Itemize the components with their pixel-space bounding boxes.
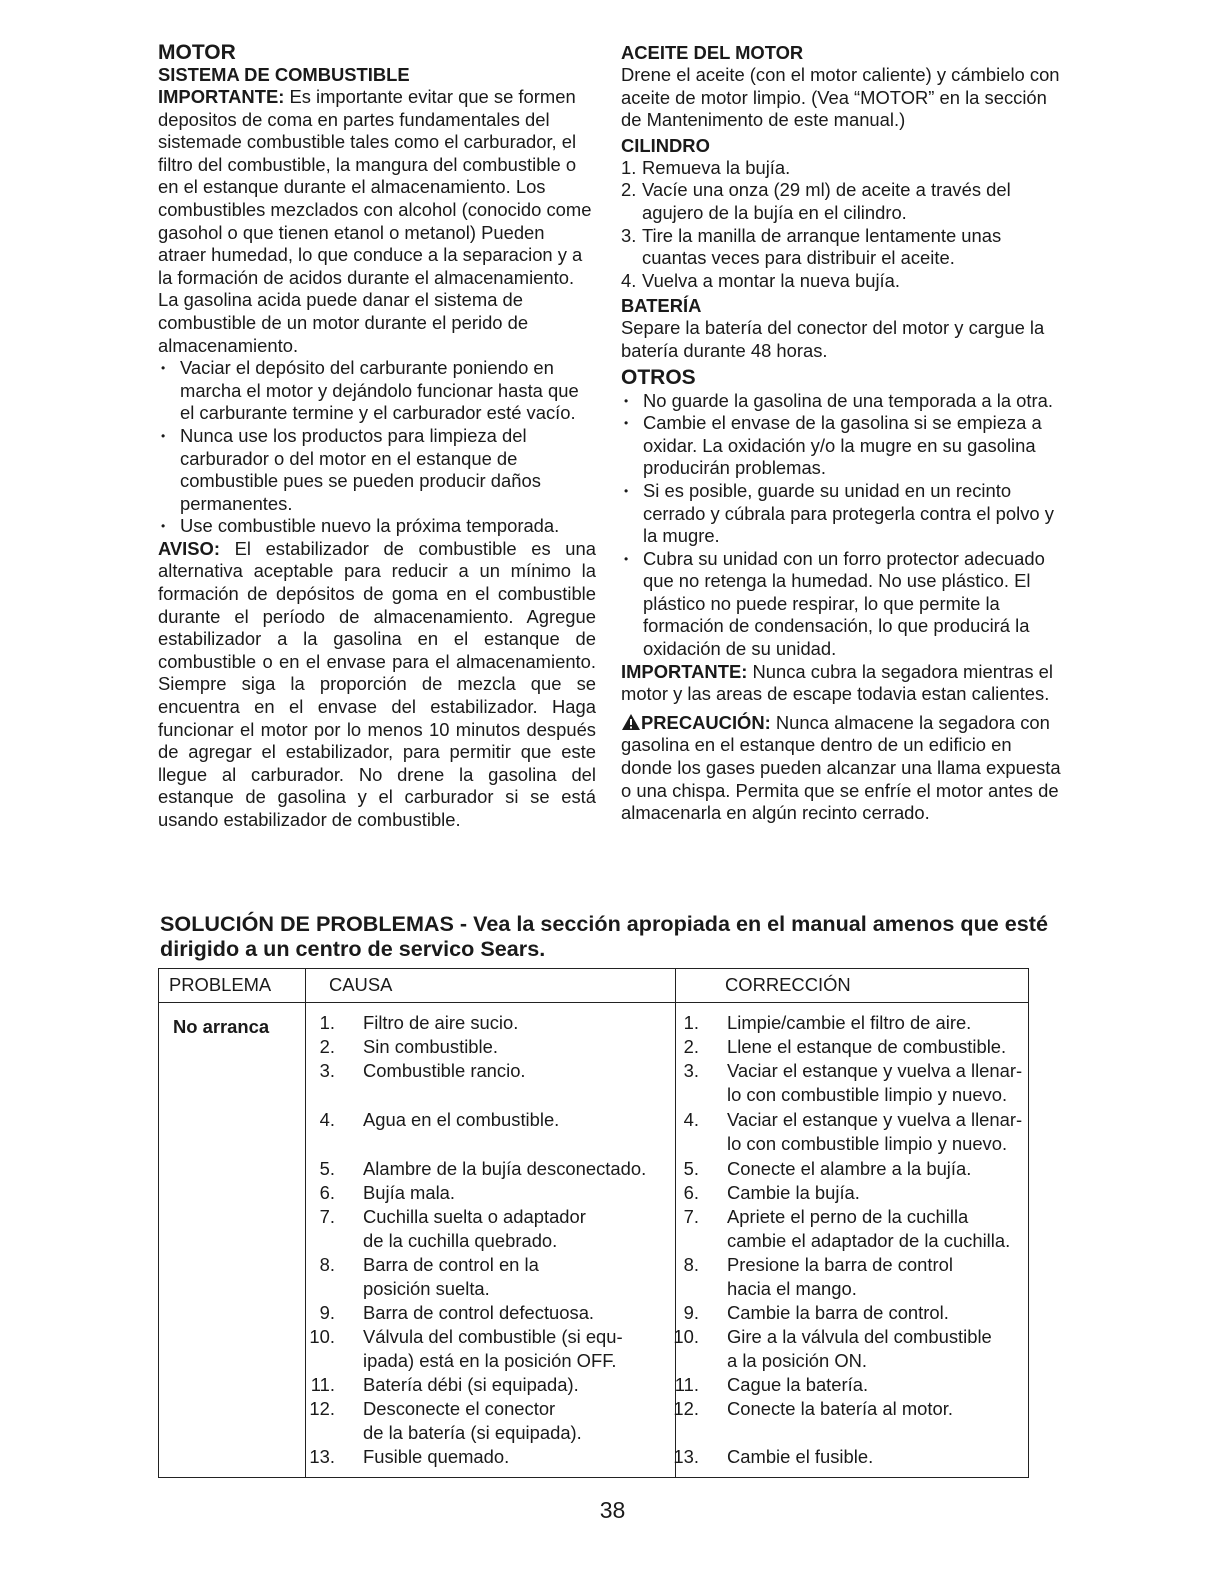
- correction-number: 11.: [674, 1374, 699, 1395]
- correction-number: 4.: [683, 1109, 699, 1130]
- fuel-important-paragraph: [158, 86, 596, 357]
- caution-label: PRECAUCIÓN:: [641, 711, 771, 733]
- others-heading: OTROS: [621, 365, 696, 389]
- list-item: • No guarde la gasolina de una temporada a la otra.: [621, 390, 1061, 413]
- correction-text: Vaciar el estanque y vuelva a llenar- lo con combustible limpio y nuevo.: [727, 1060, 1023, 1105]
- list-item: • Vaciar el depósito del carburante poniendo en marcha el motor y dejándolo funcionar hasta que el carburante termine y el carburador esté vacío.: [158, 357, 596, 425]
- page-number: 38: [599, 1497, 626, 1523]
- others-bullet-list: [621, 390, 1061, 661]
- cause-number: 3.: [319, 1060, 335, 1081]
- warning-triangle-icon: [621, 713, 641, 731]
- correction-number: 9.: [683, 1302, 699, 1323]
- list-item: [621, 157, 1061, 180]
- battery-text: Separe la batería del conector del motor y cargue la batería durante 48 horas.: [621, 317, 1045, 361]
- list-item: • Nunca use los productos para limpieza del carburador o del motor en el estanque de combustible pues se pueden producir daños permanentes.: [158, 425, 596, 515]
- caution-paragraph: [621, 712, 1061, 825]
- cause-text: Combustible rancio.: [363, 1060, 526, 1081]
- cause-text: Barra de control en la posición suelta.: [363, 1254, 539, 1299]
- correction-number: 3.: [683, 1060, 699, 1081]
- caution-text: Nunca almacene la segadora con gasolina en el estanque dentro de un edificio en donde los gases pueden alcanzar una llama expuesta o una chispa. Permita que se enfríe el motor antes de almacenarla en algún recinto cerrado.: [621, 711, 1061, 824]
- cause-text: Válvula del combustible (si equ- ipada) está en la posición OFF.: [363, 1326, 623, 1371]
- cause-number: 13.: [309, 1446, 335, 1467]
- important-label: IMPORTANTE:: [158, 86, 285, 107]
- cause-number: 5.: [319, 1158, 335, 1179]
- cylinder-heading: CILINDRO: [621, 134, 710, 156]
- list-item: • Use combustible nuevo la próxima temporada.: [158, 515, 596, 538]
- fuel-bullet-list: [158, 357, 596, 538]
- correction-number: 5.: [683, 1158, 699, 1179]
- cause-number: 6.: [319, 1182, 335, 1203]
- correction-text: Conecte el alambre a la bujía.: [727, 1158, 972, 1179]
- aviso-text: El estabilizador de combustible es una alternativa aceptable para reducir a un mínimo la formación de depósitos de goma en el combustible durante el período de almacenamiento. Agregue estabilizador a la gasolina en el estanque de combustible o en el envase para el almacenamiento. Siempre siga la proporción de mezcla que se encuentra en el envase del estabilizador. Haga funcionar el motor por lo menos 10 minutos después de agregar el estabilizador, para permitir que este llegue al carburador. No drene la gasolina del estanque de gasolina y el carburador si se está usando estabilizador de combustible.: [158, 537, 596, 830]
- cause-text: Fusible quemado.: [363, 1446, 510, 1467]
- step-text: Tire la manilla de arranque lentamente unas cuantas veces para distribuir el aceite.: [642, 224, 1002, 269]
- cause-text: Agua en el combustible.: [363, 1109, 560, 1130]
- cause-number: 7.: [319, 1206, 335, 1227]
- list-item: [621, 179, 1061, 224]
- aviso-paragraph: [158, 538, 596, 832]
- problem-label: No arranca: [173, 1016, 270, 1037]
- correction-text: Limpie/cambie el filtro de aire.: [727, 1012, 972, 1033]
- header-correction: CORRECCIÓN: [725, 974, 851, 995]
- cause-number: 4.: [319, 1109, 335, 1130]
- cause-number: 2.: [319, 1036, 335, 1057]
- correction-number: 2.: [683, 1036, 699, 1057]
- correction-number: 1.: [683, 1012, 699, 1033]
- correction-text: Presione la barra de control hacia el mango.: [727, 1254, 953, 1299]
- correction-text: Vaciar el estanque y vuelva a llenar- lo con combustible limpio y nuevo.: [727, 1109, 1023, 1154]
- correction-text: Cague la batería.: [727, 1374, 869, 1395]
- header-cause: CAUSA: [329, 974, 393, 995]
- cause-number: 11.: [310, 1374, 335, 1395]
- header-divider: [159, 1002, 1028, 1003]
- important-text: Nunca cubra la segadora mientras el motor y las areas de escape todavia estan calientes.: [621, 660, 1053, 705]
- step-number: 2.: [621, 179, 637, 201]
- right-column: [621, 42, 1061, 825]
- engine-oil-heading: ACEITE DEL MOTOR: [621, 42, 804, 63]
- header-problem: PROBLEMA: [169, 974, 272, 995]
- cylinder-steps: [621, 157, 1061, 293]
- cause-text: Cuchilla suelta o adaptador de la cuchilla quebrado.: [363, 1206, 586, 1251]
- list-item: [621, 270, 1061, 293]
- cause-text: Desconecte el conector de la batería (si equipada).: [363, 1398, 582, 1443]
- cause-number: 10.: [309, 1326, 335, 1347]
- correction-text: Cambie el fusible.: [727, 1446, 874, 1467]
- correction-number: 7.: [683, 1206, 699, 1227]
- cause-number: 9.: [319, 1302, 335, 1323]
- step-text: Remueva la bujía.: [642, 156, 791, 178]
- important-label: IMPORTANTE:: [621, 660, 748, 682]
- correction-text: Apriete el perno de la cuchilla cambie el adaptador de la cuchilla.: [727, 1206, 1011, 1251]
- step-text: Vuelva a montar la nueva bujía.: [642, 269, 900, 291]
- list-item: [621, 225, 1061, 270]
- motor-heading: MOTOR: [158, 41, 236, 64]
- correction-text: Cambie la bujía.: [727, 1182, 860, 1203]
- correction-number: 10.: [673, 1326, 699, 1347]
- correction-number: 8.: [683, 1254, 699, 1275]
- important-text: Es importante evitar que se formen depositos de coma en partes fundamentales del sistemade combustible tales como el carburador, el filtro del combustible, la mangura del combustible o en el estanque durante el almacenamiento. Los combustibles mezclados con alcohol (conocido come gasohol o que tienen etanol o metanol) Pueden atraer humedad, lo que conduce a la separacion y a la formación de acidos durante el almacenamiento. La gasolina acida puede danar el sistema de combustible de un motor durante el perido de almacenamiento.: [158, 86, 592, 356]
- battery-heading: BATERÍA: [621, 295, 702, 317]
- fuel-system-heading: SISTEMA DE COMBUSTIBLE: [158, 64, 410, 85]
- correction-text: Cambie la barra de control.: [727, 1302, 949, 1323]
- important-cover-paragraph: [621, 661, 1061, 706]
- step-number: 3.: [621, 224, 637, 246]
- cause-text: Sin combustible.: [363, 1036, 498, 1057]
- troubleshooting-heading: SOLUCIÓN DE PROBLEMAS - Vea la sección apropiada en el manual amenos que esté dirigido a un centro de servico Sears.: [160, 911, 1048, 961]
- cause-text: Batería débi (si equipada).: [363, 1374, 579, 1395]
- step-number: 4.: [621, 269, 637, 291]
- correction-number: 6.: [683, 1182, 699, 1203]
- cause-number: 12.: [309, 1398, 335, 1419]
- cause-text: Barra de control defectuosa.: [363, 1302, 595, 1323]
- cause-text: Alambre de la bujía desconectado.: [363, 1158, 647, 1179]
- cause-number: 8.: [319, 1254, 335, 1275]
- correction-number: 13.: [673, 1446, 699, 1467]
- correction-text: Gire a la válvula del combustible a la posición ON.: [727, 1326, 992, 1371]
- correction-number: 12.: [673, 1398, 699, 1419]
- list-item: • Cubra su unidad con un forro protector adecuado que no retenga la humedad. No use plástico. El plástico no puede respirar, lo que permite la formación de condensación, lo que producirá la oxidación de su unidad.: [621, 548, 1061, 661]
- cause-text: Bujía mala.: [363, 1182, 455, 1203]
- list-item: • Si es posible, guarde su unidad en un recinto cerrado y cúbrala para protegerla contra el polvo y la mugre.: [621, 480, 1061, 548]
- step-number: 1.: [621, 156, 637, 178]
- cause-number: 1.: [319, 1012, 335, 1033]
- engine-oil-text: Drene el aceite (con el motor caliente) y cámbielo con aceite de motor limpio. (Vea “MOTOR” en la sección de Mantenimento de este manual.): [621, 64, 1060, 131]
- aviso-label: AVISO:: [158, 537, 220, 559]
- troubleshooting-table: [158, 968, 1029, 1478]
- correction-text: Llene el estanque de combustible.: [727, 1036, 1007, 1057]
- step-text: Vacíe una onza (29 ml) de aceite a través del agujero de la bujía en el cilindro.: [642, 179, 1011, 223]
- cause-text: Filtro de aire sucio.: [363, 1012, 519, 1033]
- correction-text: Conecte la batería al motor.: [727, 1398, 953, 1419]
- list-item: • Cambie el envase de la gasolina si se empieza a oxidar. La oxidación y/o la mugre en su gasolina producirán problemas.: [621, 412, 1061, 480]
- left-column: [158, 42, 596, 832]
